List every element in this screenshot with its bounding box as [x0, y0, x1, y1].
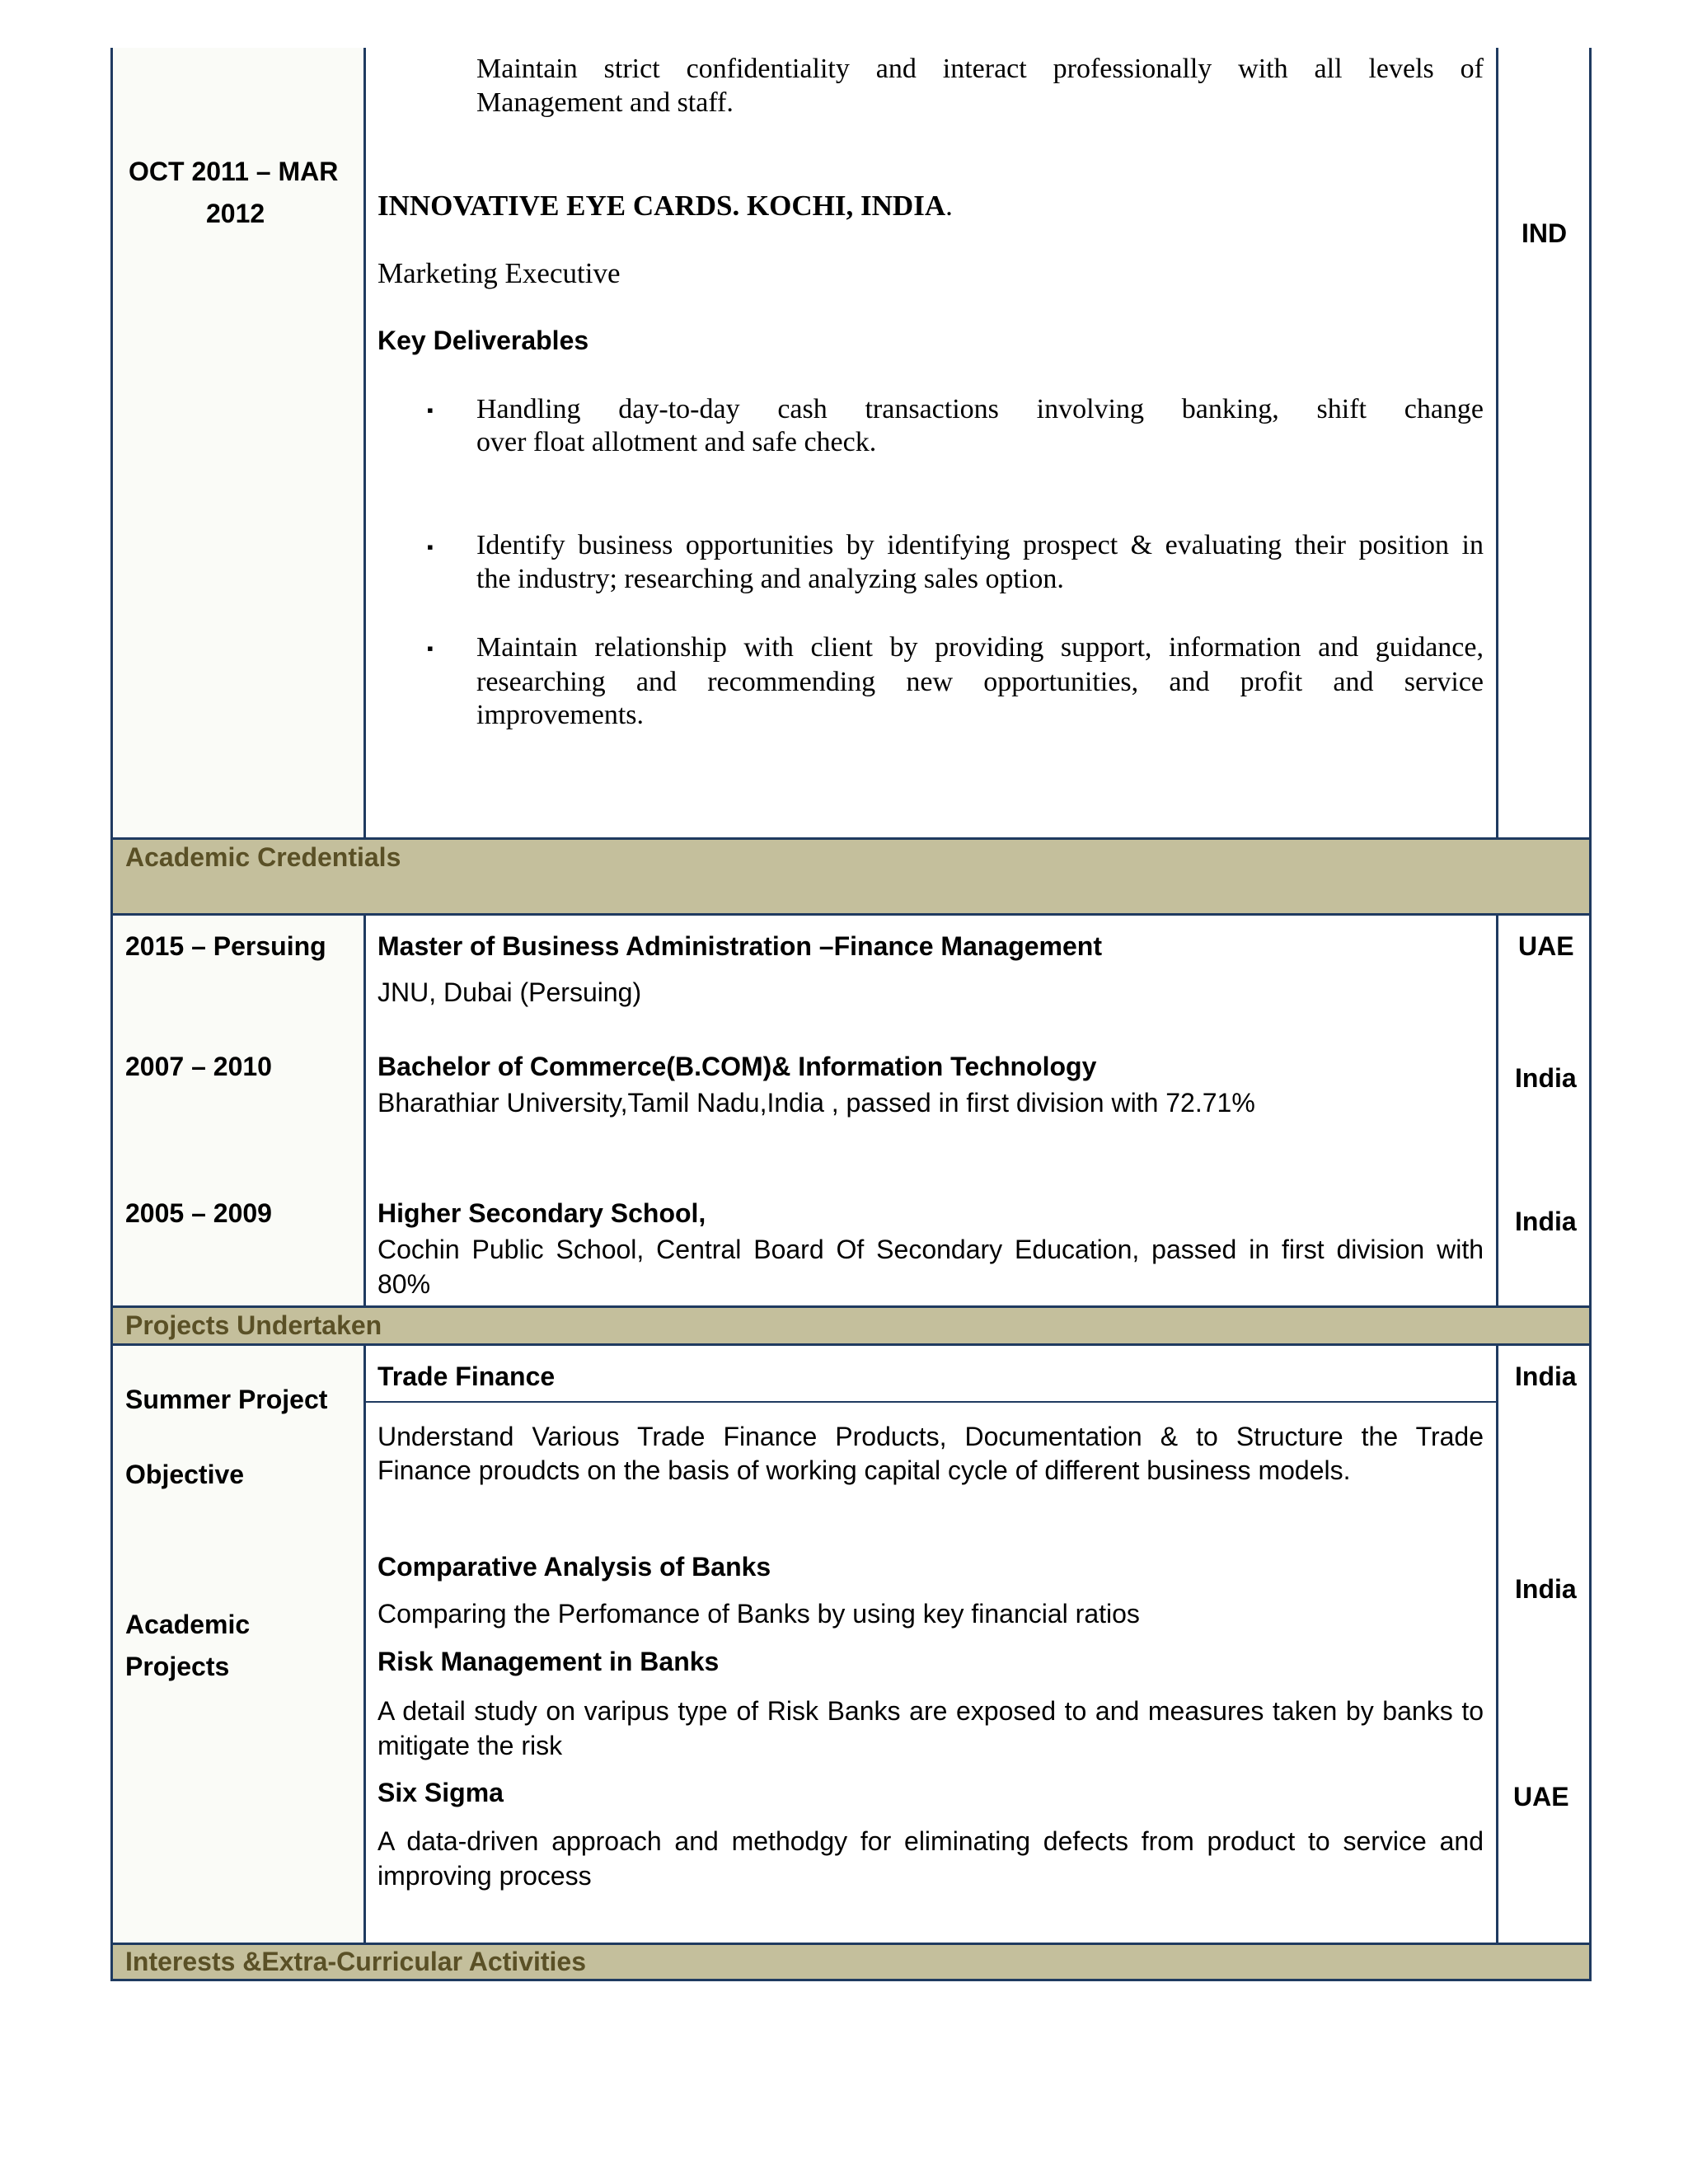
academic-1-location: UAE: [1518, 931, 1574, 961]
academic-3-school-line-1: Cochin Public School, Central Board Of Secondary Education, passed in first division with: [377, 1235, 1484, 1264]
objective-label: Objective: [125, 1460, 245, 1489]
project-3-desc-line-2: improving process: [377, 1861, 592, 1891]
project-3-location: UAE: [1513, 1782, 1569, 1811]
summer-project-title: Trade Finance: [377, 1361, 556, 1391]
col-divider-left-2: [363, 915, 366, 1305]
company-name: [377, 190, 953, 223]
academic-credentials-heading: Academic Credentials: [125, 842, 401, 872]
academic-band-top: [110, 837, 1592, 840]
summer-project-label: Summer Project: [125, 1385, 328, 1414]
summer-project-desc-line-1: Understand Various Trade Finance Products, Documentation & to Structure the Trade: [377, 1422, 1484, 1451]
academic-2-date: 2007 – 2010: [125, 1052, 272, 1081]
bullet-icon-1: ▪: [427, 400, 434, 420]
projects-band-bottom: [110, 1343, 1592, 1346]
project-1-title: Comparative Analysis of Banks: [377, 1552, 771, 1582]
academic-2-degree: Bachelor of Commerce(B.COM)& Information Technology: [377, 1052, 1097, 1081]
deliverable-3-line-1: Maintain relationship with client by providing support, information and guidance,: [476, 632, 1484, 663]
deliverable-1-line-2: over float allotment and safe check.: [476, 427, 877, 457]
bullet-icon-2: ▪: [427, 537, 434, 557]
project-2-desc-line-1: A detail study on varipus type of Risk Banks are exposed to and measures taken by banks to: [377, 1696, 1484, 1726]
summer-project-location: India: [1515, 1361, 1577, 1391]
projects-band-top: [110, 1305, 1592, 1308]
academic-3-degree: Higher Secondary School,: [377, 1198, 706, 1228]
project-1-location: India: [1515, 1574, 1577, 1604]
academic-1-degree: Master of Business Administration –Finance Management: [377, 931, 1102, 961]
project-1-desc: Comparing the Perfomance of Banks by using key financial ratios: [377, 1599, 1140, 1629]
project-3-title: Six Sigma: [377, 1778, 504, 1807]
deliverable-2-line-1: Identify business opportunities by identifying prospect & evaluating their position in: [476, 530, 1484, 560]
deliverable-3-line-2: researching and recommending new opportunities, and profit and service: [476, 667, 1484, 697]
summer-project-desc-line-2: Finance proudcts on the basis of working capital cycle of different business models.: [377, 1455, 1351, 1485]
cut-responsibility-line-2: Management and staff.: [476, 87, 734, 118]
job-role: Marketing Executive: [377, 257, 621, 289]
academic-1-date: 2015 – Persuing: [125, 931, 326, 961]
deliverable-1-line-1: Handling day-to-day cash transactions involving banking, shift change: [476, 394, 1484, 424]
academic-3-location: India: [1515, 1207, 1577, 1236]
cut-responsibility-line: Maintain strict confidentiality and interact professionally with all levels of: [476, 54, 1484, 84]
col-divider-left-3: [363, 1344, 366, 1943]
academic-band-bottom: [110, 913, 1592, 916]
academic-3-school-line-2: 80%: [377, 1269, 431, 1299]
job-date-line-2: 2012: [206, 199, 265, 228]
company-name-dot: .: [945, 190, 953, 222]
project-3-desc-line-1: A data-driven approach and methodgy for eliminating defects from product to service and: [377, 1826, 1484, 1856]
projects-undertaken-heading: Projects Undertaken: [125, 1310, 382, 1340]
academic-projects-label-1: Academic: [125, 1610, 251, 1639]
interests-heading: Interests &Extra-Curricular Activities: [125, 1947, 587, 1976]
academic-2-school: Bharathiar University,Tamil Nadu,India , passed in first division with 72.71%: [377, 1088, 1255, 1118]
col-divider-right-1: [1496, 48, 1498, 839]
project-2-desc-line-2: mitigate the risk: [377, 1731, 563, 1760]
academic-projects-label-2: Projects: [125, 1652, 230, 1681]
key-deliverables-title: Key Deliverables: [377, 326, 589, 355]
job-location: IND: [1522, 218, 1568, 248]
bullet-icon-3: ▪: [427, 638, 434, 658]
table-frame: [110, 48, 1592, 1981]
academic-3-date: 2005 – 2009: [125, 1198, 272, 1228]
academic-1-school: JNU, Dubai (Persuing): [377, 977, 642, 1007]
company-name-text: INNOVATIVE EYE CARDS. KOCHI, INDIA: [377, 190, 946, 222]
job-date-line-1: OCT 2011 – MAR: [129, 157, 339, 186]
academic-2-location: India: [1515, 1063, 1577, 1093]
deliverable-3-line-3: improvements.: [476, 700, 645, 730]
interests-band-top: [110, 1943, 1592, 1945]
trade-finance-divider: [365, 1401, 1496, 1403]
deliverable-2-line-2: the industry; researching and analyzing sales option.: [476, 564, 1064, 594]
col-divider-right-3: [1496, 1344, 1498, 1943]
col-divider-left-1: [363, 48, 366, 839]
col-divider-right-2: [1496, 915, 1498, 1305]
project-2-title: Risk Management in Banks: [377, 1647, 720, 1676]
